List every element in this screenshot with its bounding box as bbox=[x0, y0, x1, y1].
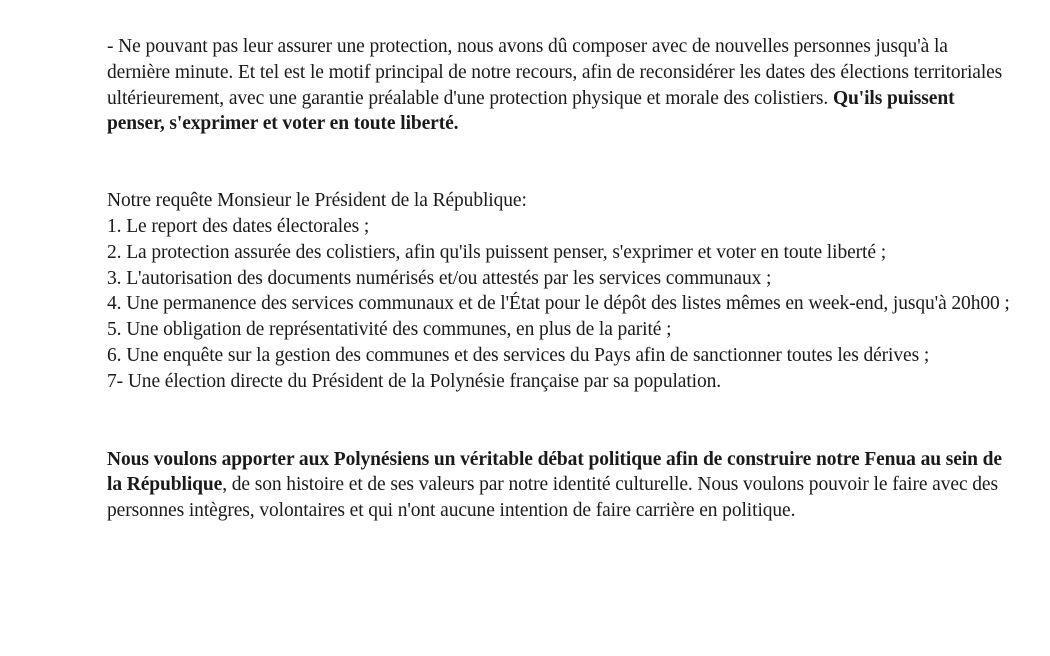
paragraph-debate-bold: Nous voulons apporter aux Polynésiens un véritable débat politique afin de construire notre Fenua au sein de la République bbox=[107, 448, 1002, 496]
request-item-1: 1. Le report des dates électorales ; bbox=[107, 215, 370, 237]
request-item-2: 2. La protection assurée des colistiers, afin qu'ils puissent penser, s'exprimer et voter en toute liberté ; bbox=[107, 241, 887, 263]
paragraph-protection-bold: Qu'ils puissent penser, s'exprimer et voter en toute liberté. bbox=[107, 87, 955, 135]
paragraph-debate-text: , de son histoire et de ses valeurs par notre identité culturelle. Nous voulons pouvoir le faire avec des personnes intègres, volontaires et qui n'ont aucune intention de faire carrière en politique. bbox=[107, 474, 998, 522]
request-item-4: 4. Une permanence des services communaux et de l'État pour le dépôt des listes mêmes en week-end, jusqu'à 20h00 ; bbox=[107, 293, 1010, 315]
request-item-3: 3. L'autorisation des documents numérisés et/ou attestés par les services communaux ; bbox=[107, 267, 772, 289]
request-item-5: 5. Une obligation de représentativité des communes, en plus de la parité ; bbox=[107, 319, 672, 341]
requests-section bbox=[107, 188, 1010, 394]
request-item-7: 7- Une élection directe du Président de la Polynésie française par sa population. bbox=[107, 370, 722, 392]
paragraph-protection bbox=[107, 34, 1010, 137]
request-item-6: 6. Une enquête sur la gestion des communes et des services du Pays afin de sanctionner toutes les dérives ; bbox=[107, 344, 930, 366]
requests-intro: Notre requête Monsieur le Président de la République: bbox=[107, 190, 527, 212]
paragraph-debate bbox=[107, 447, 1010, 524]
paragraph-protection-text: - Ne pouvant pas leur assurer une protection, nous avons dû composer avec de nouvelles personnes jusqu'à la dernière minute. Et tel est le motif principal de notre recours, afin de reconsidérer les dates des élections territoriales ultérieurement, avec une garantie préalable d'une protection physique et morale des colistiers. bbox=[107, 36, 1003, 109]
